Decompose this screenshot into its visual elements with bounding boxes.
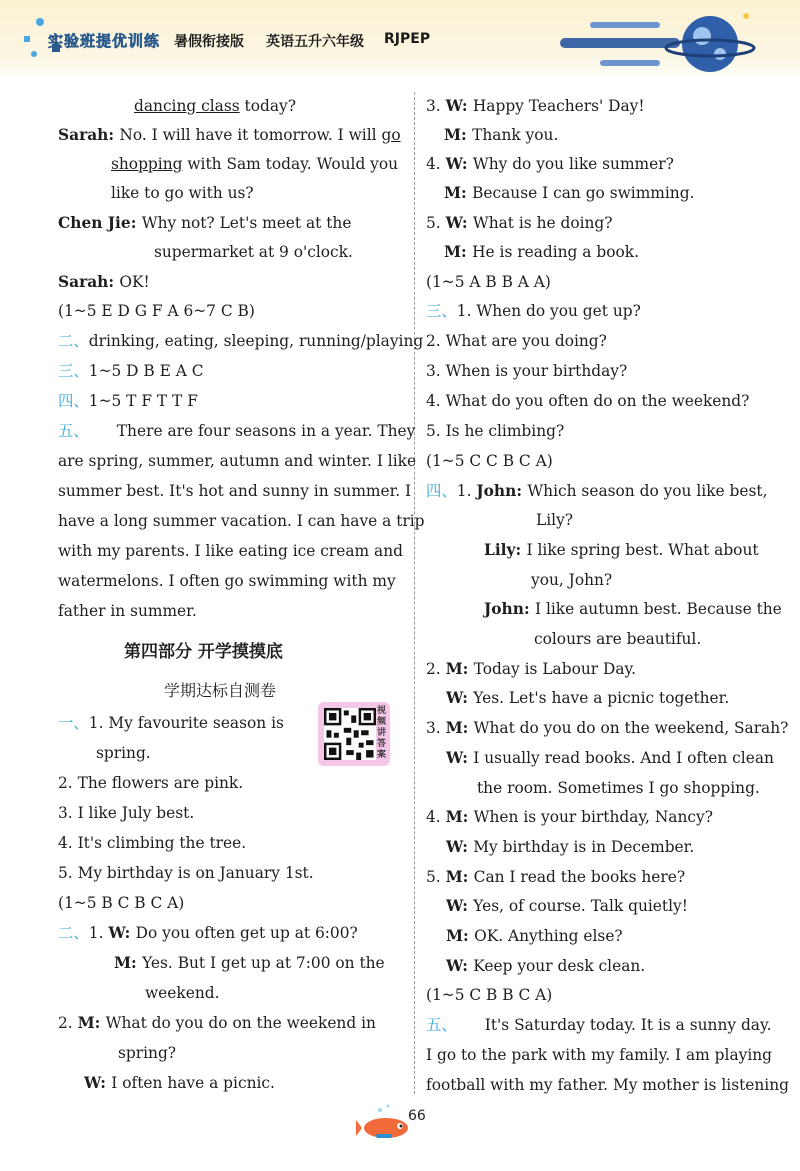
dialogue-line: M: He is reading a book. <box>444 243 639 261</box>
dialogue-line: 2. M: Today is Labour Day. <box>426 660 637 678</box>
speaker: W <box>445 97 462 115</box>
speaker: M <box>446 927 464 945</box>
page-header <box>0 0 800 82</box>
text-line: shopping with Sam today. Would you <box>111 155 399 173</box>
section-number: 五、 <box>58 422 89 440</box>
dialogue-line: 2. M: What do you do on the weekend in <box>58 1014 376 1032</box>
edition-code: RJPEP <box>384 31 431 47</box>
speaker: W <box>108 924 125 942</box>
text-line: are spring, summer, autumn and winter. I like <box>58 452 417 470</box>
section-line: 三、1~5 D B E A C <box>58 362 204 380</box>
section-line: 二、drinking, eating, sleeping, running/playing <box>58 332 424 350</box>
answer-key: (1~5 A B B A A) <box>426 273 551 291</box>
fish-decoration-icon <box>356 1102 416 1142</box>
dialogue-line: W: Keep your desk clean. <box>446 957 646 975</box>
text-line: 5. My birthday is on January 1st. <box>58 864 314 882</box>
dialogue-line: 四、1. John: Which season do you like best, <box>426 482 768 500</box>
dialogue-line: W: Yes. Let's have a picnic together. <box>446 689 730 707</box>
speaker: M <box>445 808 463 826</box>
speaker: John <box>476 482 517 500</box>
text-line: 3. When is your birthday? <box>426 362 628 380</box>
qr-label: 视频讲答案 <box>377 706 387 760</box>
text-line: 2. What are you doing? <box>426 332 607 350</box>
text-line: have a long summer vacation. I can have a trip <box>58 512 425 530</box>
qr-code-icon <box>324 708 376 760</box>
section-number: 三、 <box>426 302 457 320</box>
answer-key: (1~5 E D G F A 6~7 C B) <box>58 302 255 320</box>
text-line: I go to the park with my family. I am playing <box>426 1046 773 1064</box>
text-line: spring? <box>118 1044 177 1062</box>
text-line: spring. <box>96 744 151 762</box>
text-line: the room. Sometimes I go shopping. <box>477 779 760 797</box>
speaker: W <box>446 897 463 915</box>
text-line: 4. It's climbing the tree. <box>58 834 247 852</box>
section-line: 五、 There are four seasons in a year. They <box>58 422 416 440</box>
text-line: 2. The flowers are pink. <box>58 774 244 792</box>
dialogue-line: M: Thank you. <box>444 126 559 144</box>
section-number: 四、 <box>58 392 89 410</box>
text-line: 4. What do you often do on the weekend? <box>426 392 750 410</box>
section-number: 一、 <box>58 714 89 732</box>
dialogue-line: M: Because I can go swimming. <box>444 184 695 202</box>
text-line: football with my father. My mother is listening <box>426 1076 789 1094</box>
answer-key: (1~5 C B B C A) <box>426 986 553 1004</box>
section-line: 五、 It's Saturday today. It is a sunny day. <box>426 1016 772 1034</box>
dialogue-line: W: I usually read books. And I often clean <box>446 749 774 767</box>
text-line: you, John? <box>531 571 613 589</box>
dialogue-line: W: Yes, of course. Talk quietly! <box>446 897 688 915</box>
answer-key: (1~5 C C B C A) <box>426 452 553 470</box>
dialogue-line: 4. M: When is your birthday, Nancy? <box>426 808 713 826</box>
text-line: like to go with us? <box>111 184 254 202</box>
text-line: with my parents. I like eating ice cream and <box>58 542 403 560</box>
speaker: M <box>445 719 463 737</box>
text-line: 5. Is he climbing? <box>426 422 565 440</box>
section-number: 三、 <box>58 362 89 380</box>
speaker: W <box>446 689 463 707</box>
dialogue-line: John: I like autumn best. Because the <box>484 600 782 618</box>
section-number: 四、 <box>426 482 457 500</box>
speaker: M <box>444 184 462 202</box>
test-title: 学期达标自测卷 <box>164 681 277 700</box>
speaker: M <box>444 243 462 261</box>
speaker: M <box>114 954 132 972</box>
page-number: 66 <box>408 1108 426 1124</box>
dialogue-line: 5. M: Can I read the books here? <box>426 868 686 886</box>
dialogue-line: 4. W: Why do you like summer? <box>426 155 674 173</box>
section-line: 一、1. My favourite season is <box>58 714 284 732</box>
section-line: 三、1. When do you get up? <box>426 302 641 320</box>
dialogue-line: 3. M: What do you do on the weekend, Sarah? <box>426 719 789 737</box>
dialogue-line: Chen Jie: Why not? Let's meet at the <box>58 214 352 232</box>
dialogue-line: Lily: I like spring best. What about <box>484 541 759 559</box>
speaker: M <box>77 1014 95 1032</box>
column-divider <box>414 92 415 1094</box>
dialogue-line: M: OK. Anything else? <box>446 927 623 945</box>
dialogue-line: W: My birthday is in December. <box>446 838 695 856</box>
series-brand: 实验班提优训练 <box>48 32 161 50</box>
speaker: W <box>445 155 462 173</box>
text-line: father in summer. <box>58 602 197 620</box>
speaker: John <box>484 600 524 618</box>
dialogue-line: W: I often have a picnic. <box>84 1074 275 1092</box>
subject-label: 英语五升六年级 <box>266 34 364 50</box>
section-number: 二、 <box>58 332 89 350</box>
dialogue-line: Sarah: OK! <box>58 273 150 291</box>
text-line: watermelons. I often go swimming with my <box>58 572 396 590</box>
speaker: W <box>446 838 463 856</box>
speaker: Sarah <box>58 273 109 291</box>
text-line: supermarket at 9 o'clock. <box>154 243 353 261</box>
dialogue-line: 二、1. W: Do you often get up at 6:00? <box>58 924 358 942</box>
speaker: Chen Jie <box>58 214 131 232</box>
dialogue-line: Sarah: No. I will have it tomorrow. I will go <box>58 126 401 144</box>
dialogue-line: M: Yes. But I get up at 7:00 on the <box>114 954 385 972</box>
speaker: Sarah <box>58 126 109 144</box>
section-number: 五、 <box>426 1016 457 1034</box>
edition-label: 暑假衔接版 <box>174 34 244 50</box>
text-line: dancing class today? <box>134 97 296 115</box>
planet-decoration-icon <box>560 4 760 82</box>
text-line: colours are beautiful. <box>534 630 702 648</box>
speaker: M <box>445 660 463 678</box>
text-line: summer best. It's hot and sunny in summer. I <box>58 482 412 500</box>
text-line: 3. I like July best. <box>58 804 195 822</box>
speaker: W <box>446 749 463 767</box>
speaker: Lily <box>484 541 516 559</box>
speaker: M <box>445 868 463 886</box>
answer-key: (1~5 B C B C A) <box>58 894 185 912</box>
dialogue-line: 3. W: Happy Teachers' Day! <box>426 97 645 115</box>
text-line: weekend. <box>145 984 220 1002</box>
speaker: M <box>444 126 462 144</box>
text-line: Lily? <box>536 511 574 529</box>
speaker: W <box>446 957 463 975</box>
speaker: W <box>84 1074 101 1092</box>
video-answer-qr[interactable] <box>318 702 390 766</box>
section-number: 二、 <box>58 924 89 942</box>
speaker: W <box>445 214 462 232</box>
section-line: 四、1~5 T F T T F <box>58 392 198 410</box>
part-title: 第四部分 开学摸摸底 <box>124 642 283 662</box>
dialogue-line: 5. W: What is he doing? <box>426 214 613 232</box>
